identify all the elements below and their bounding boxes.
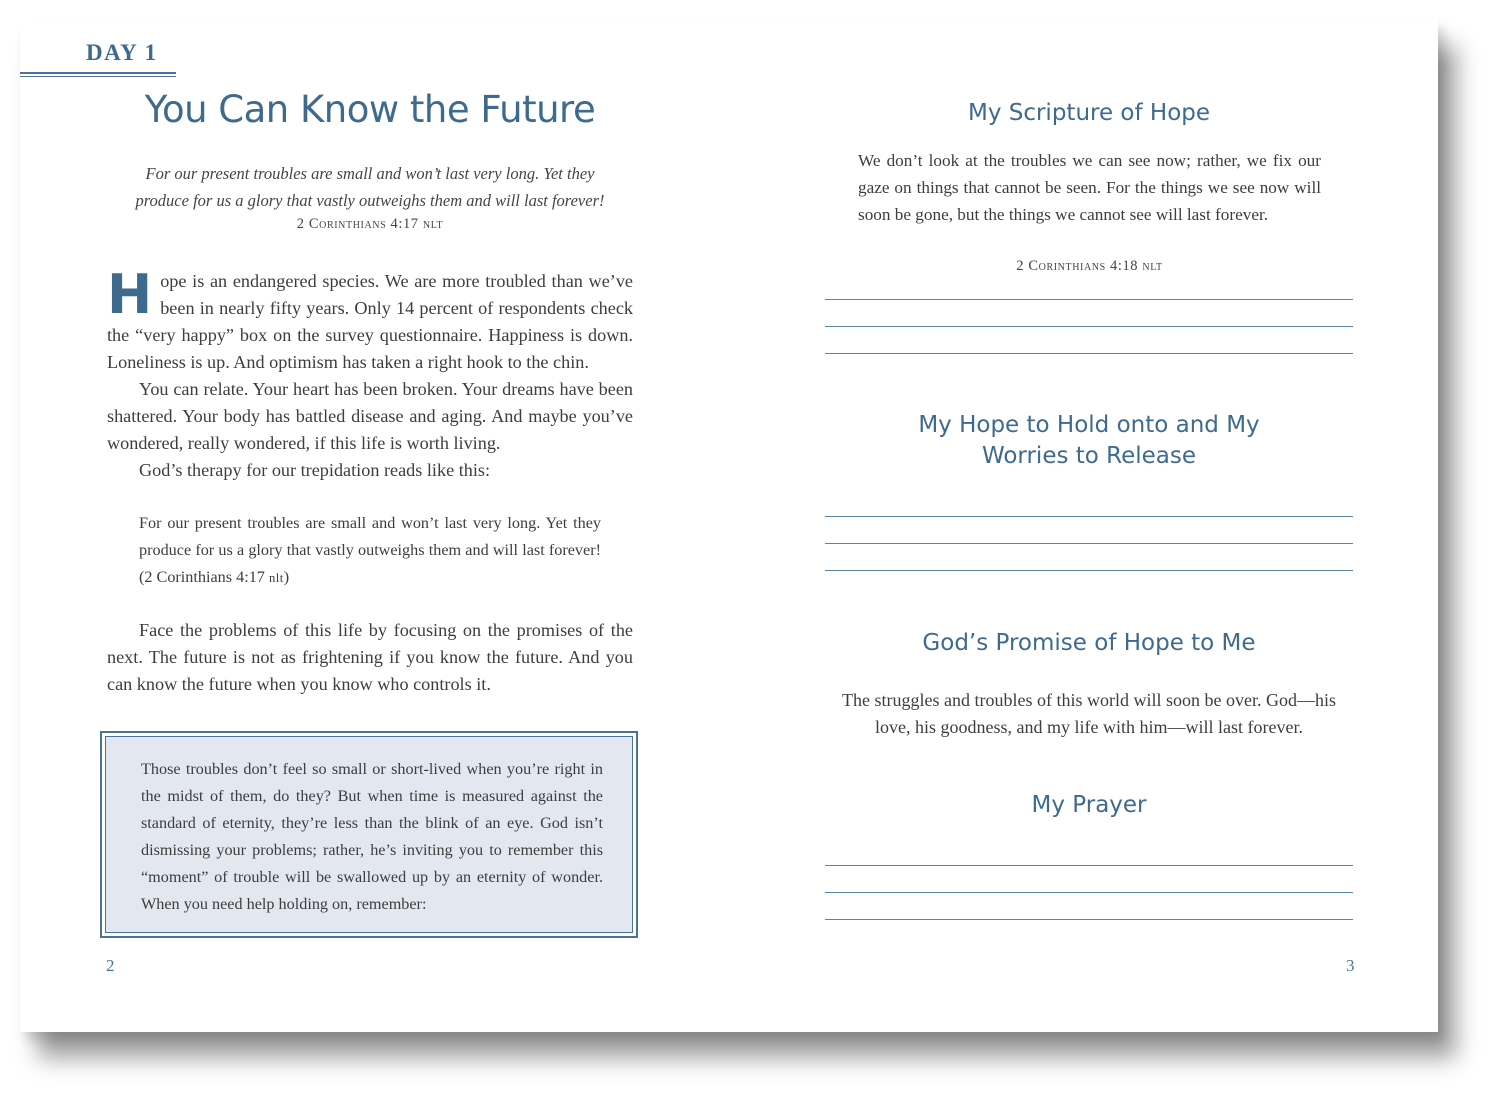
block-quote-version: nlt [268, 571, 284, 585]
paragraph-4: Face the problems of this life by focusing on the promises of the next. The future is not as frightening if you know the future. And you can know the future when you know who controls it. [107, 620, 633, 694]
callout-box [100, 731, 638, 938]
page-number-left: 2 [106, 956, 115, 975]
promise-heading: God’s Promise of Hope to Me [922, 630, 1256, 656]
page-title: You Can Know the Future [144, 88, 596, 131]
writing-line[interactable] [825, 865, 1353, 866]
paragraph-1-text: ope is an endangered species. We are more troubled than we’ve been in nearly fifty years. Only 14 percent of respondents check the “very happy” box on the survey questionnaire. Happiness is down. Loneliness is up. And optimism has taken a right hook to the chin. [107, 271, 633, 372]
writing-line[interactable] [825, 326, 1353, 327]
right-page [729, 20, 1438, 1032]
writing-line[interactable] [825, 299, 1353, 300]
writing-line[interactable] [825, 919, 1353, 920]
hope-heading-line-2: Worries to Release [981, 443, 1197, 469]
epigraph [130, 160, 610, 214]
hope-heading [789, 410, 1389, 472]
block-quote-close: ) [283, 568, 290, 586]
drop-cap: H [107, 263, 153, 326]
epigraph-line-2: produce for us a glory that vastly outweighs them and will last forever! [135, 191, 605, 210]
body-text-continued [107, 617, 633, 698]
paragraph-1 [107, 263, 633, 376]
writing-line[interactable] [825, 892, 1353, 893]
day-label: DAY 1 [86, 40, 158, 65]
block-quote-text [139, 510, 601, 592]
scripture-heading: My Scripture of Hope [967, 100, 1211, 126]
block-quote [139, 510, 601, 592]
scripture-reference: 2 Corinthians 4:18 nlt [1016, 258, 1163, 274]
writing-line[interactable] [825, 543, 1353, 544]
writing-line[interactable] [825, 353, 1353, 354]
body-text [107, 263, 633, 484]
promise-text: The struggles and troubles of this world will soon be over. God—his love, his goodness, and my life with him—will last forever. [842, 690, 1336, 737]
scripture-text: We don’t look at the troubles we can see now; rather, we fix our gaze on things that cannot be seen. For the things we see now will soon be gone, but the things we cannot see will last forever. [858, 151, 1321, 224]
book-spread [20, 20, 1438, 1032]
writing-line[interactable] [825, 570, 1353, 571]
callout-inner [105, 736, 633, 933]
day-rule-thin [20, 76, 176, 77]
writing-line[interactable] [825, 516, 1353, 517]
page-number-right: 3 [1346, 956, 1355, 975]
prayer-heading: My Prayer [1031, 792, 1147, 818]
block-quote-body: For our present troubles are small and won’t last very long. Yet they produce for us a glory that vastly outweighs them and will last forever! [139, 514, 601, 559]
callout-text: Those troubles don’t feel so small or short-lived when you’re right in the midst of them, do they? But when time is measured against the standard of eternity, they’re less than the blink of an eye. God isn’t dismissing your problems; rather, he’s inviting you to remember this “moment” of trouble will be swallowed up by an eternity of wonder. When you need help holding on, remember: [141, 760, 603, 913]
left-page [20, 20, 729, 1032]
paragraph-3: God’s therapy for our trepidation reads like this: [139, 460, 491, 480]
epigraph-line-1: For our present troubles are small and won’t last very long. Yet they [145, 164, 595, 183]
block-quote-ref: (2 Corinthians 4:17 [139, 568, 269, 586]
epigraph-reference: 2 Corinthians 4:17 nlt [296, 216, 444, 232]
day-rule [20, 72, 176, 74]
hope-heading-line-1: My Hope to Hold onto and My [918, 412, 1260, 438]
paragraph-2: You can relate. Your heart has been broken. Your dreams have been shattered. Your body has battled disease and aging. And maybe you’ve wondered, really wondered, if this life is worth living. [107, 379, 633, 453]
